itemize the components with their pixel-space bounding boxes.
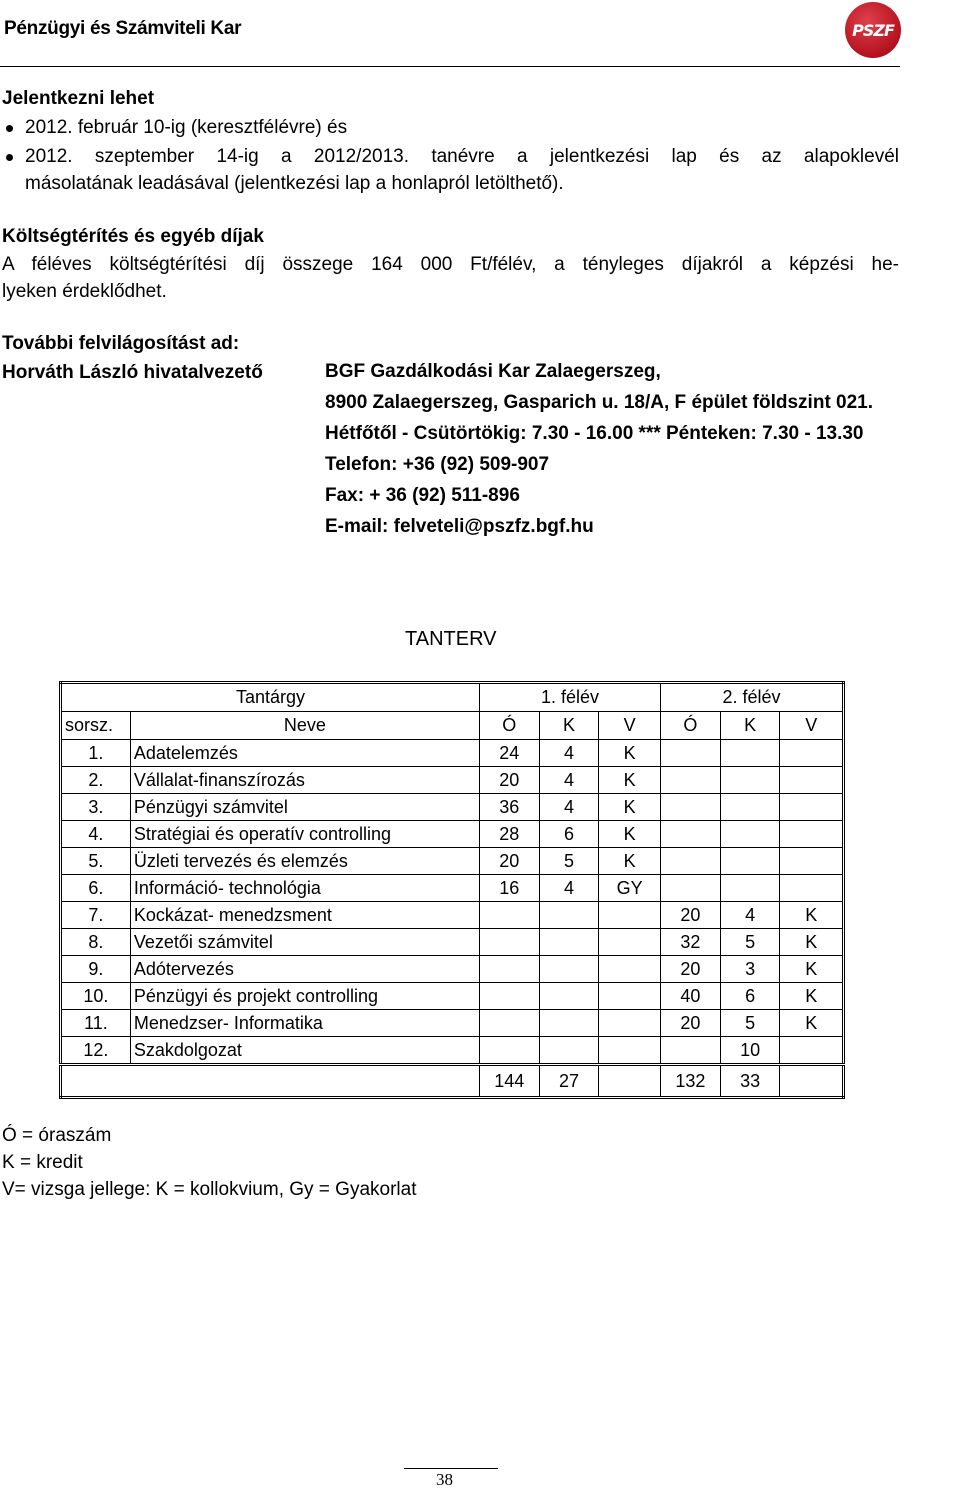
value-cell: [720, 794, 780, 821]
subject-name-cell: Szakdolgozat: [130, 1037, 479, 1065]
header-cell: V: [599, 712, 661, 740]
value-cell: 20: [479, 848, 539, 875]
value-cell: 5: [720, 1010, 780, 1037]
legend-hours: Ó = óraszám: [2, 1125, 112, 1146]
header-cell: Ó: [479, 712, 539, 740]
value-cell: K: [780, 929, 844, 956]
row-number-cell: 9.: [61, 956, 131, 983]
faculty-title: Pénzügyi és Számviteli Kar: [4, 18, 242, 39]
fees-heading: Költségtérítés és egyéb díjak: [2, 226, 264, 247]
value-cell: 6: [720, 983, 780, 1010]
value-cell: 4: [539, 740, 599, 767]
header-subject: Tantárgy: [61, 683, 480, 712]
table-row: [61, 767, 844, 794]
table-row: [61, 956, 844, 983]
value-cell: 20: [661, 1010, 721, 1037]
table-row: [61, 929, 844, 956]
value-cell: [720, 821, 780, 848]
header-cell: K: [539, 712, 599, 740]
fees-text-line2: lyeken érdeklődhet.: [2, 281, 167, 302]
table-row: [61, 983, 844, 1010]
value-cell: [780, 1037, 844, 1065]
table-header-row-2: [61, 712, 844, 740]
subject-name-cell: Adatelemzés: [130, 740, 479, 767]
value-cell: [661, 875, 721, 902]
row-number-cell: 12.: [61, 1037, 131, 1065]
value-cell: 4: [539, 875, 599, 902]
contact-person: Horváth László hivatalvezető: [2, 362, 263, 383]
value-cell: 6: [539, 821, 599, 848]
value-cell: 20: [661, 902, 721, 929]
bullet-icon: [6, 154, 13, 161]
page-header: [0, 0, 900, 67]
value-cell: K: [599, 740, 661, 767]
value-cell: K: [780, 956, 844, 983]
contact-office: BGF Gazdálkodási Kar Zalaegerszeg,: [325, 361, 661, 382]
subject-name-cell: Menedzser- Informatika: [130, 1010, 479, 1037]
total-cell: 132: [661, 1065, 721, 1098]
value-cell: 16: [479, 875, 539, 902]
value-cell: [720, 848, 780, 875]
subject-name-cell: Kockázat- menedzsment: [130, 902, 479, 929]
table-row: [61, 740, 844, 767]
value-cell: [720, 767, 780, 794]
fees-text-line1: A féléves költségtérítési díj összege 164 000 Ft/félév, a tényleges díjakról a képzési he-: [2, 254, 899, 275]
application-item-1: 2012. február 10-ig (keresztfélévre) és: [25, 117, 348, 138]
value-cell: 5: [720, 929, 780, 956]
value-cell: [599, 1010, 661, 1037]
value-cell: 32: [661, 929, 721, 956]
application-item-2: 2012. szeptember 14-ig a 2012/2013. tanévre a jelentkezési lap és az alapoklevél: [25, 146, 899, 167]
value-cell: [479, 929, 539, 956]
total-cell: [780, 1065, 844, 1098]
value-cell: [780, 821, 844, 848]
value-cell: [780, 767, 844, 794]
header-cell: Ó: [661, 712, 721, 740]
value-cell: [539, 956, 599, 983]
header-semester-1: 1. félév: [479, 683, 660, 712]
value-cell: [599, 983, 661, 1010]
value-cell: K: [599, 821, 661, 848]
value-cell: [780, 794, 844, 821]
table-row: [61, 1010, 844, 1037]
contact-address: 8900 Zalaegerszeg, Gasparich u. 18/A, F épület földszint 021.: [325, 392, 874, 413]
subject-name-cell: Adótervezés: [130, 956, 479, 983]
contact-hours: Hétfőtől - Csütörtökig: 7.30 - 16.00 *** Pénteken: 7.30 - 13.30: [325, 423, 864, 444]
page-number: 38: [436, 1470, 453, 1489]
header-cell: sorsz.: [61, 712, 131, 740]
table-row: [61, 1037, 844, 1065]
application-heading: Jelentkezni lehet: [2, 88, 155, 109]
info-heading: További felvilágosítást ad:: [2, 333, 240, 354]
legend-credit: K = kredit: [2, 1152, 83, 1173]
header-cell: V: [780, 712, 844, 740]
bullet-icon: [6, 125, 13, 132]
value-cell: 28: [479, 821, 539, 848]
value-cell: K: [780, 902, 844, 929]
value-cell: [661, 767, 721, 794]
row-number-cell: 5.: [61, 848, 131, 875]
value-cell: [661, 1037, 721, 1065]
value-cell: K: [599, 848, 661, 875]
legend-exam-type: V= vizsga jellege: K = kollokvium, Gy = Gyakorlat: [2, 1179, 417, 1200]
total-cell: 27: [539, 1065, 599, 1098]
subject-name-cell: Vezetői számvitel: [130, 929, 479, 956]
row-number-cell: 2.: [61, 767, 131, 794]
contact-phone: Telefon: +36 (92) 509-907: [325, 454, 550, 475]
footer-rule: [404, 1468, 498, 1469]
table-row: [61, 821, 844, 848]
value-cell: [780, 740, 844, 767]
value-cell: [479, 1037, 539, 1065]
value-cell: [599, 929, 661, 956]
logo-text: PSZF: [852, 20, 894, 40]
subject-name-cell: Pénzügyi számvitel: [130, 794, 479, 821]
value-cell: 4: [720, 902, 780, 929]
value-cell: [661, 794, 721, 821]
subject-name-cell: Stratégiai és operatív controlling: [130, 821, 479, 848]
value-cell: 5: [539, 848, 599, 875]
value-cell: [780, 875, 844, 902]
totals-row: [61, 1065, 844, 1098]
value-cell: [661, 821, 721, 848]
value-cell: 20: [661, 956, 721, 983]
row-number-cell: 4.: [61, 821, 131, 848]
subject-name-cell: Információ- technológia: [130, 875, 479, 902]
value-cell: 3: [720, 956, 780, 983]
value-cell: [661, 740, 721, 767]
value-cell: [599, 1037, 661, 1065]
value-cell: 36: [479, 794, 539, 821]
value-cell: GY: [599, 875, 661, 902]
value-cell: 4: [539, 767, 599, 794]
contact-email[interactable]: E-mail: felveteli@pszfz.bgf.hu: [325, 516, 594, 537]
value-cell: [539, 902, 599, 929]
value-cell: [720, 875, 780, 902]
pszf-logo-icon: [845, 2, 901, 58]
totals-label-cell: [61, 1065, 480, 1098]
total-cell: [599, 1065, 661, 1098]
value-cell: 24: [479, 740, 539, 767]
value-cell: [479, 956, 539, 983]
header-cell: K: [720, 712, 780, 740]
table-row: [61, 848, 844, 875]
subject-name-cell: Vállalat-finanszírozás: [130, 767, 479, 794]
value-cell: K: [599, 794, 661, 821]
application-item-2-cont: másolatának leadásával (jelentkezési lap a honlapról letölthető).: [25, 173, 564, 194]
row-number-cell: 3.: [61, 794, 131, 821]
value-cell: 4: [539, 794, 599, 821]
value-cell: [599, 902, 661, 929]
table-row: [61, 875, 844, 902]
value-cell: [661, 848, 721, 875]
row-number-cell: 11.: [61, 1010, 131, 1037]
total-cell: 144: [479, 1065, 539, 1098]
value-cell: K: [780, 983, 844, 1010]
table-header-row-1: [61, 683, 844, 712]
row-number-cell: 1.: [61, 740, 131, 767]
row-number-cell: 6.: [61, 875, 131, 902]
table-row: [61, 902, 844, 929]
table-body: [61, 740, 844, 1065]
value-cell: [479, 902, 539, 929]
value-cell: K: [780, 1010, 844, 1037]
curriculum-title: TANTERV: [405, 628, 497, 650]
header-semester-2: 2. félév: [661, 683, 844, 712]
value-cell: K: [599, 767, 661, 794]
header-cell: Neve: [130, 712, 479, 740]
total-cell: 33: [720, 1065, 780, 1098]
row-number-cell: 10.: [61, 983, 131, 1010]
value-cell: [479, 1010, 539, 1037]
value-cell: [720, 740, 780, 767]
value-cell: [539, 983, 599, 1010]
value-cell: 20: [479, 767, 539, 794]
value-cell: 10: [720, 1037, 780, 1065]
row-number-cell: 8.: [61, 929, 131, 956]
value-cell: [539, 929, 599, 956]
value-cell: [539, 1010, 599, 1037]
curriculum-table: [59, 681, 845, 1099]
table-row: [61, 794, 844, 821]
value-cell: [780, 848, 844, 875]
value-cell: [479, 983, 539, 1010]
value-cell: [599, 956, 661, 983]
row-number-cell: 7.: [61, 902, 131, 929]
subject-name-cell: Üzleti tervezés és elemzés: [130, 848, 479, 875]
value-cell: [539, 1037, 599, 1065]
subject-name-cell: Pénzügyi és projekt controlling: [130, 983, 479, 1010]
value-cell: 40: [661, 983, 721, 1010]
contact-fax: Fax: + 36 (92) 511-896: [325, 485, 520, 506]
